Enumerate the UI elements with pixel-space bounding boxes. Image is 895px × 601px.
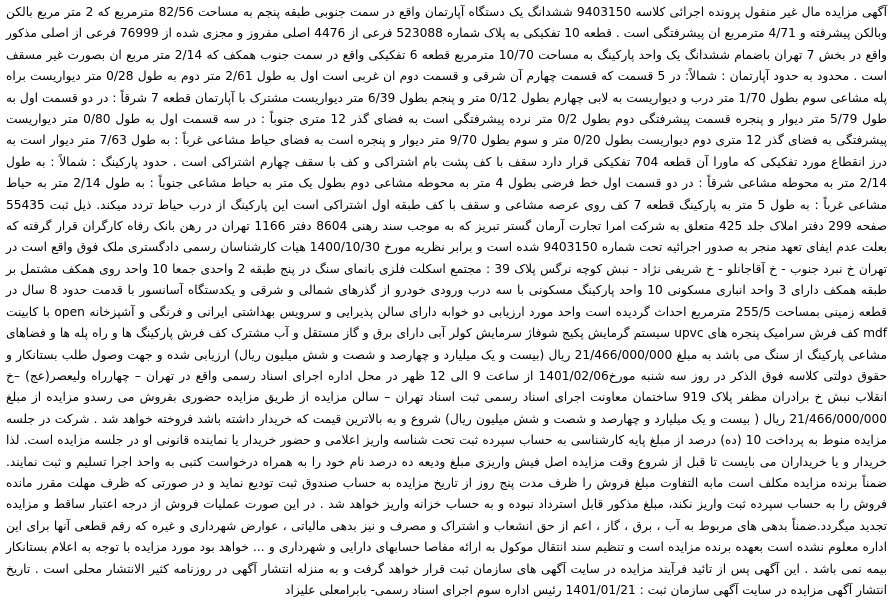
notice-body-text: آگهی مزایده مال غیر منقول پرونده اجرائی کلاسه 9403150 ششدانگ یک دستگاه آپارتمان واقع در سمت جنوبی طبقه پنجم به مساحت 82/56 مترمربع که 2 متر مربع بالکن وبالکن پیشرفته و 4/71 مترمربع ان پیشرفتگی است . قطعه 10 تفکیکی به پلاک شماره 523088 فرعی از 4476 اصلی مفروز و مجزی شده از 76999 فرعی از اصلی مذکور واقع در بخش 7 تهران باضمام ششدانگ یک واحد پارکینگ به مساحت 10/70 مترمربع قطعه 6 تفکیکی واقع در سمت جنوب همکف که 2/14 متر مربع ان بصورت غیر مسقف است . محدود به حدود آپارتمان : شمالاً: در 5 قسمت که قسمت چهارم آن شرقی و قسمت دوم ان غربی است اول به طول 2/61 متر دوم به طول 0/28 متر دیواریست براه پله مشاعی سوم بطول 1/70 متر درب و دیواریست به لابی چهارم بطول 0/12 متر و پنجم بطول 6/39 متر دیواریست مشترک با آپارتمان قطعه 7 شرقاً : در دو قسمت اول به طول 5/79 متر دیوار و پنجره قسمت پیشرفتگی دوم بطول 0/2 متر نرده پیشرفتگی است به فضای گذر 12 متری جنوباً : در سه قسمت اول به طول 0/80 متر دیواریست پیشرفتگی به فضای گذر 12 متری دوم دیواریست بطول 0/20 متر و سوم بطول 9/70 متر دیوار و پنجره است به فضای حیاط مشاعی غرباً : به طول 7/63 متر دیوار است به درز انقطاع مورد تفکیکی که ماورا آن قطعه 704 تفکیکی قرار دارد سقف با کف پشت بام اشتراکی و کف با سقف چهارم اشتراکی است . حدود پارکینگ : شمالاً : به طول 2/14 متر به محوطه مشاعی شرقاً : در دو قسمت اول خط فرضی بطول 4 متر به محوطه مشاعی دوم بطول یک متر به حیاط مشاعی جنوباً : به طول 2/14 متر به حیاط مشاعی غرباً : به طول 5 متر به پارکینگ قطعه 7 کف روی عرصه مشاعی و سقف با کف طبقه اول اشتراکی است این پارکینگ از درب حیاط تردد میکند. ذیل ثبت 55435 صفحه 299 دفتر املاک جلد 425 متعلق به شرکت امرا تجارت آرمان گستر تبریز که به موجب سند رهنی 8604 دفتر 1166 تهران در رهن بانک رفاه کارگران قرار گرفته که بعلت عدم ایفای تعهد منجر به صدور اجرائیه تحت شماره 9403150 شده است و برابر نظریه مورخ 1400/10/30 هیات کارشناسان رسمی دادگستری ملک فوق واقع است در تهران خ نبرد جنوب - خ آقاجانلو - خ شریفی نژاد - نبش کوچه نرگس پلاک 39 : مجتمع اسکلت فلزی بانمای سنگ در پنج طبقه 2 واحدی جمعا 10 واحد روی همکف مشتمل بر طبقه همکف دارای 3 واحد انباری مسکونی 10 واحد پارکینگ مسکونی با سه درب ورودی خودرو از گذرهای شمالی و شرقی و یکدستگاه آسانسور با قدمت حدود 8 سال در قطعه زمینی بمساحت 255/5 مترمربع احداث گردیده است واحد مورد ارزیابی دو خوابه دارای سالن پذیرایی و سرویس بهداشتی ایرانی و فرنگی و آشپزخانه open با کابینت mdf کف فرش سرامیک پنجره های upvc سیستم گرمایش پکیج شوفاژ سرمایش کولر آبی دارای برق و گاز مستقل و آب مشترک کف فرش پارکینگ ها و راه پله ها و فضاهای مشاعی پارکینگ از سنگ می باشد به مبلغ 21/466/000/000 ریال (بیست و یک میلیارد و چهارصد و شصت و شش میلیون ریال) ارزیابی شده و جهت وصول طلب بستانکار و حقوق دولتی کلاسه فوق الذکر در روز سه شنبه مورخ1401/02/06 از ساعت 9 الی 12 ظهر در محل اداره اجرای اسناد رسمی واقع در تهران – چهارراه ولیعصر(عج) –خ انقلاب نبش خ برادران مظفر پلاک 919 ساختمان معاونت اجرای اسناد رسمی ثبت اسناد تهران – سالن مزایده از طریق مزایده حضوری بفروش می رسدو مزایده از مبلغ 21/466/000/000 ریال ( بیست و یک میلیارد و چهارصد و شصت و شش میلیون ریال) شروع و به بالاترین قیمت که خریدار داشته باشد فروخته خواهد شد . شرکت در جلسه مزایده منوط به پرداخت 10 (ده) درصد از مبلغ پایه کارشناسی به حساب سپرده ثبت تحت شناسه واریز اعلامی و حضور خریدار یا نماینده قانونی او در جلسه مزایده است. لذا خریدار و یا خریداران می بایست تا قبل از شروع وقت مزایده اصل فیش واریزی مبلغ ودیعه ده درصد نام خود را به همراه درخواست کتبی به واحد اجرا تسلیم و ثبت نمایند. ضمناً برنده مزایده مکلف است مابه التفاوت مبلغ فروش را ظرف مدت پنج روز از تاریخ مزایده به حساب صندوق ثبت تودیع نماید و در صورتی که ظرف مهلت مقرر مانده فروش را به حساب سپرده ثبت واریز نکند، مبلغ مذکور قابل استرداد نبوده و به حساب خزانه واریز خواهد شد . در این صورت عملیات فروش از درجه اعتبار ساقط و مزایده تجدید میگردد.ضمناً بدهی های مربوط به آب ، برق ، گاز ، اعم از حق انشعاب و اشتراک و مصرف و نیز بدهی مالیاتی ، عوارض شهرداری و غیره که رقم قطعی آنها برای این اداره معلوم نشده است بعهده برنده مزایده است و تنظیم سند انتقال موکول به ارائه مفاصا حسابهای دارایی و شهرداری و ... خواهد بود مورد مزایده با توجه به اعلام بستانکار بیمه نمی باشد . این آگهی پس از تائید فرآیند مزایده در سایت آگهی های سازمان ثبت قرار خواهد گرفت و به منزله انتشار آگهی در روزنامه کثیر الانتشار محلی است . تاریخ انتشار آگهی مزایده در سایت آگهی سازمان ثبت : 1401/01/21 رئیس اداره سوم اجرای اسناد رسمی- بابرامعلی علیزاد <box>6 5 888 597</box>
